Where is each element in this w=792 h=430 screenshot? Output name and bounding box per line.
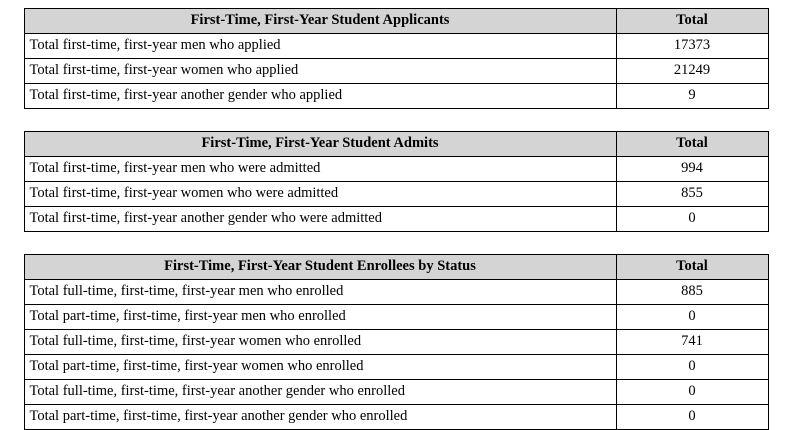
row-value: 0 xyxy=(616,355,768,380)
admits-table xyxy=(24,131,769,232)
table-header-row xyxy=(24,132,768,157)
row-value: 0 xyxy=(616,405,768,430)
table-row xyxy=(24,207,768,232)
row-label: Total part-time, first-time, first-year men who enrolled xyxy=(24,305,616,330)
row-value: 855 xyxy=(616,182,768,207)
table-row xyxy=(24,182,768,207)
table-row xyxy=(24,84,768,109)
table-row xyxy=(24,355,768,380)
row-value: 994 xyxy=(616,157,768,182)
row-label: Total first-time, first-year men who applied xyxy=(24,34,616,59)
row-value: 9 xyxy=(616,84,768,109)
row-label: Total full-time, first-time, first-year women who enrolled xyxy=(24,330,616,355)
table-row xyxy=(24,59,768,84)
applicants-table xyxy=(24,8,769,109)
admits-table-title: First-Time, First-Year Student Admits xyxy=(24,132,616,157)
enrollees-table xyxy=(24,254,769,430)
admits-total-header: Total xyxy=(616,132,768,157)
applicants-total-header: Total xyxy=(616,9,768,34)
row-value: 17373 xyxy=(616,34,768,59)
applicants-table-title: First-Time, First-Year Student Applicants xyxy=(24,9,616,34)
row-value: 21249 xyxy=(616,59,768,84)
table-header-row xyxy=(24,9,768,34)
table-row xyxy=(24,305,768,330)
row-label: Total first-time, first-year men who were admitted xyxy=(24,157,616,182)
row-value: 885 xyxy=(616,280,768,305)
table-header-row xyxy=(24,255,768,280)
row-value: 0 xyxy=(616,305,768,330)
row-label: Total full-time, first-time, first-year men who enrolled xyxy=(24,280,616,305)
row-label: Total first-time, first-year women who applied xyxy=(24,59,616,84)
table-row xyxy=(24,330,768,355)
enrollees-table-title: First-Time, First-Year Student Enrollees by Status xyxy=(24,255,616,280)
row-label: Total full-time, first-time, first-year another gender who enrolled xyxy=(24,380,616,405)
row-value: 0 xyxy=(616,380,768,405)
row-label: Total part-time, first-time, first-year women who enrolled xyxy=(24,355,616,380)
table-row xyxy=(24,280,768,305)
table-row xyxy=(24,34,768,59)
row-value: 0 xyxy=(616,207,768,232)
enrollees-total-header: Total xyxy=(616,255,768,280)
row-label: Total first-time, first-year another gender who applied xyxy=(24,84,616,109)
row-value: 741 xyxy=(616,330,768,355)
row-label: Total part-time, first-time, first-year another gender who enrolled xyxy=(24,405,616,430)
row-label: Total first-time, first-year another gender who were admitted xyxy=(24,207,616,232)
table-row xyxy=(24,380,768,405)
table-row xyxy=(24,157,768,182)
row-label: Total first-time, first-year women who were admitted xyxy=(24,182,616,207)
